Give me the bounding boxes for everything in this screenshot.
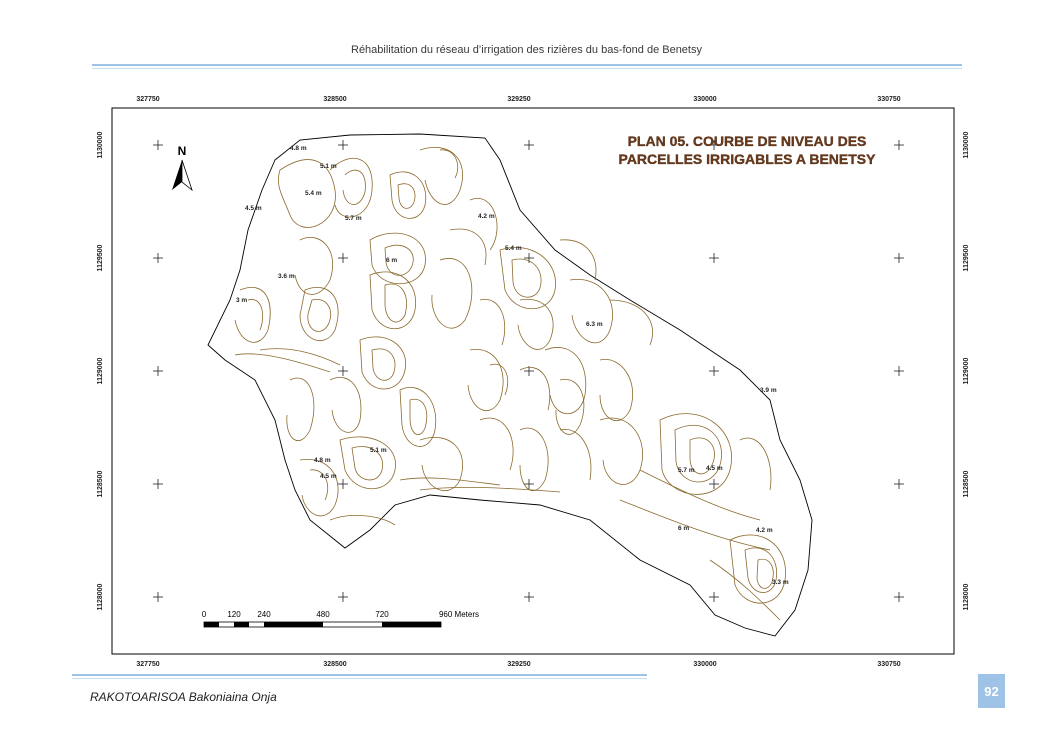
contour-label: 5.1 m <box>370 447 387 454</box>
contour-label: 5.1 m <box>320 163 337 170</box>
contour-label: 4.5 m <box>245 205 262 212</box>
x-tick-label: 330000 <box>693 661 717 668</box>
contour-label: 5.7 m <box>678 467 695 474</box>
document-header-title: Réhabilitation du réseau d’irrigation des rizières du bas-fond de Benetsy <box>351 44 702 56</box>
y-tick-label: 1129500 <box>97 244 104 272</box>
y-tick-label: 1128500 <box>97 470 104 498</box>
contour-lines <box>235 147 786 620</box>
contour-label: 4.8 m <box>314 457 331 464</box>
x-tick-label: 330750 <box>877 661 901 668</box>
y-tick-label: 1129000 <box>97 357 104 385</box>
x-tick-label: 330000 <box>693 96 717 103</box>
grid-crosses <box>153 140 904 602</box>
x-tick-label: 327750 <box>136 96 160 103</box>
contour-label: 6 m <box>678 525 690 532</box>
x-axis-top <box>136 96 900 103</box>
y-tick-label: 1128000 <box>97 583 104 611</box>
north-arrow-icon <box>172 144 192 190</box>
y-tick-label: 1128500 <box>963 470 970 498</box>
contour-label: 3.3 m <box>772 579 789 586</box>
x-tick-label: 327750 <box>136 661 160 668</box>
x-tick-label: 328500 <box>323 661 347 668</box>
footer-rule <box>72 674 647 676</box>
y-tick-label: 1129500 <box>963 244 970 272</box>
x-tick-label: 330750 <box>877 96 901 103</box>
x-tick-label: 328500 <box>323 96 347 103</box>
scale-label: 240 <box>257 610 271 619</box>
map-title-line2: PARCELLES IRRIGABLES A BENETSY <box>618 151 876 167</box>
y-tick-label: 1130000 <box>963 131 970 159</box>
x-tick-label: 329250 <box>507 661 531 668</box>
contour-label: 6 m <box>386 257 398 264</box>
contour-label: 3.6 m <box>278 273 295 280</box>
contour-label: 6.3 m <box>586 321 603 328</box>
contour-label: 3 m <box>236 297 248 304</box>
scale-bar <box>202 610 479 627</box>
parcel-boundary <box>208 134 812 636</box>
footer-rule-thin <box>72 678 647 679</box>
scale-label: 480 <box>316 610 330 619</box>
scale-label: 960 Meters <box>438 610 480 619</box>
x-axis-bottom <box>136 661 900 668</box>
contour-label: 5.7 m <box>345 215 362 222</box>
footer-author: RAKOTOARISOA Bakoniaina Onja <box>90 690 277 704</box>
contour-label: 4.2 m <box>478 213 495 220</box>
map-frame <box>112 108 954 654</box>
contour-label: 3.9 m <box>760 387 777 394</box>
contour-labels <box>236 145 789 586</box>
contour-label: 4.2 m <box>756 527 773 534</box>
y-tick-label: 1130000 <box>97 131 104 159</box>
contour-label: 5.4 m <box>505 245 522 252</box>
y-tick-label: 1129000 <box>963 357 970 385</box>
scale-label: 720 <box>375 610 389 619</box>
x-tick-label: 329250 <box>507 96 531 103</box>
contour-label: 5.4 m <box>305 190 322 197</box>
scale-label: 120 <box>227 610 241 619</box>
contour-label: 4.8 m <box>290 145 307 152</box>
map-title <box>619 133 877 167</box>
y-tick-label: 1128000 <box>963 583 970 611</box>
y-axis-right <box>963 131 970 610</box>
contour-label: 4.5 m <box>706 465 723 472</box>
north-label: N <box>177 144 187 158</box>
contour-label: 4.5 m <box>320 473 337 480</box>
y-axis-left <box>97 131 104 610</box>
map-title-line1: PLAN 05. COURBE DE NIVEAU DES <box>627 133 867 149</box>
scale-label: 0 <box>201 610 207 619</box>
page-number-badge: 92 <box>978 674 1005 708</box>
